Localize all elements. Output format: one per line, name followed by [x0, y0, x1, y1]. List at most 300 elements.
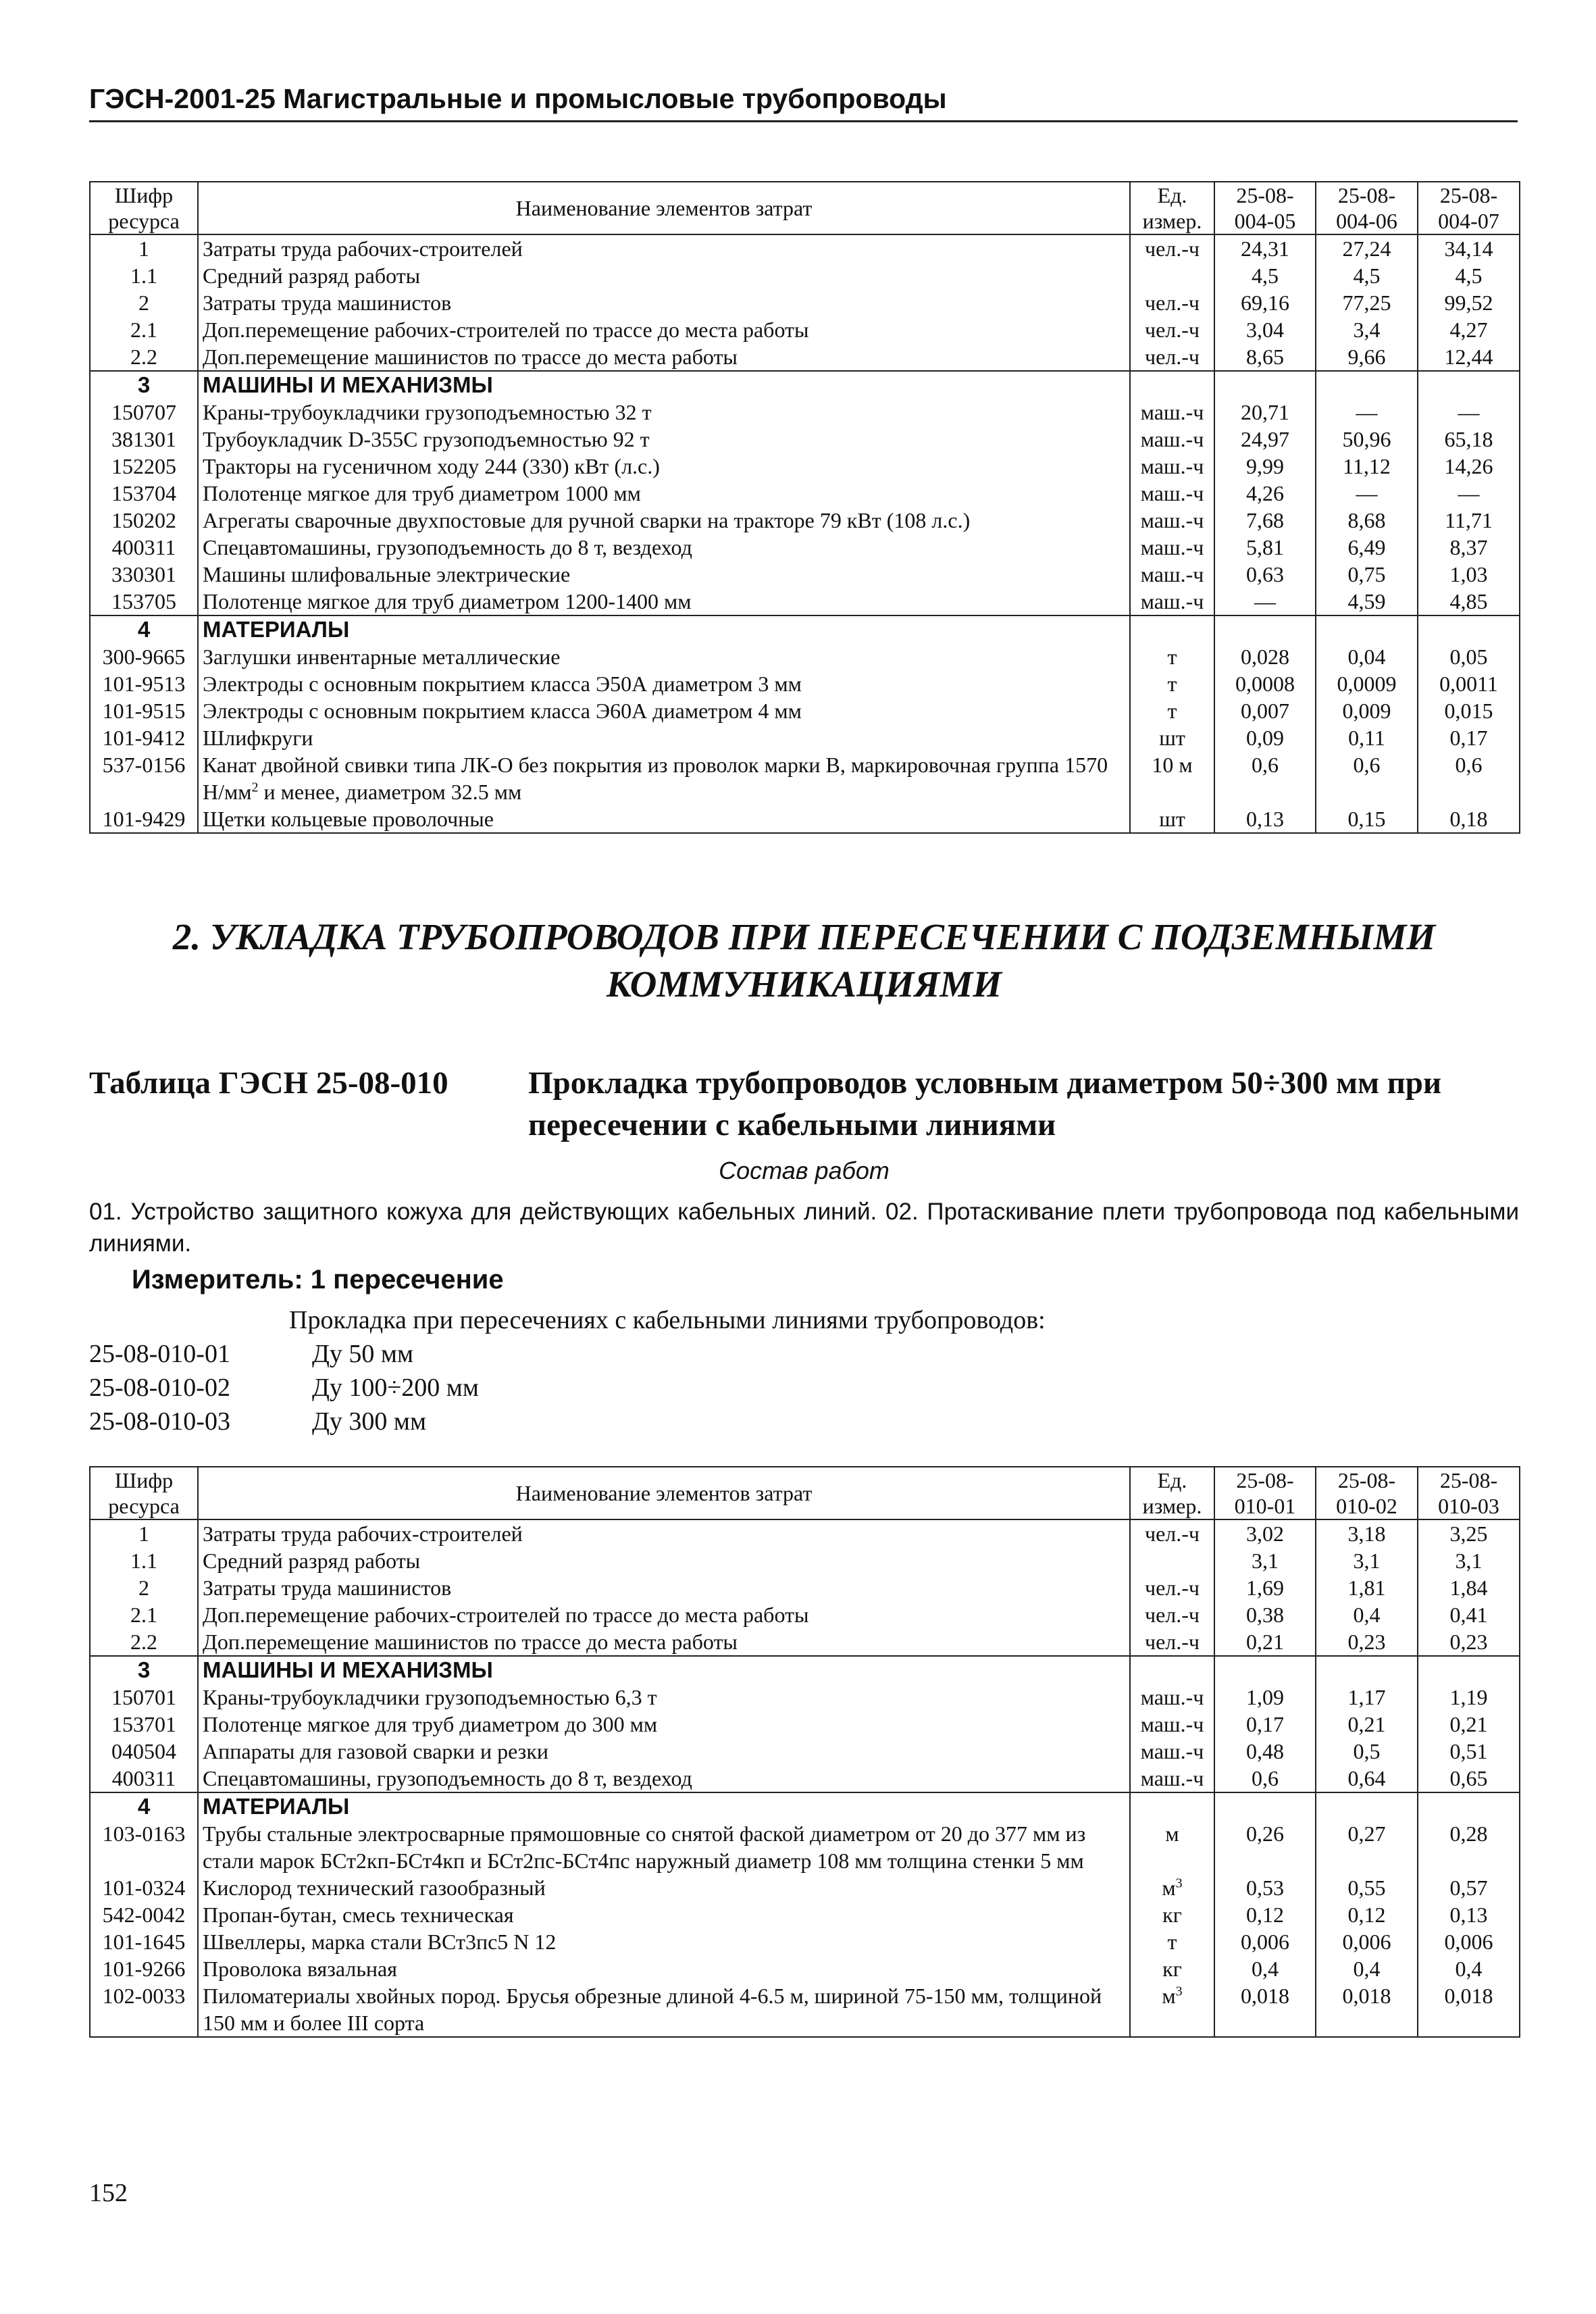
resource-code: 150202: [90, 507, 198, 534]
norm-value: —: [1418, 480, 1520, 507]
resource-code: 101-9429: [90, 805, 198, 833]
resource-name: Доп.перемещение рабочих-строителей по трассе до места работы: [198, 1601, 1130, 1628]
norm-value: 0,4: [1316, 1955, 1418, 1982]
resource-name: Доп.перемещение машинистов по трассе до места работы: [198, 343, 1130, 371]
resource-code: 103-0163: [90, 1820, 198, 1874]
header-col-2: 25-08-004-06: [1316, 182, 1418, 234]
table-row: [90, 1519, 1520, 1547]
table-row: [90, 1792, 1520, 1820]
unit-of-measure: т: [1130, 1928, 1214, 1955]
header-col-3: 25-08-004-07: [1418, 182, 1520, 234]
header-name: Наименование элементов затрат: [198, 182, 1130, 234]
table-row: [90, 289, 1520, 316]
resource-code: 3: [90, 1656, 198, 1684]
norm-value: 0,65: [1418, 1765, 1520, 1792]
table-row: [90, 1547, 1520, 1574]
resource-name: Проволока вязальная: [198, 1955, 1130, 1982]
unit-of-measure: чел.-ч: [1130, 1601, 1214, 1628]
resource-name: Трубоукладчик D-355C грузоподъемностью 92 т: [198, 426, 1130, 453]
variant-code: 25-08-010-01: [89, 1340, 230, 1368]
unit-of-measure: маш.-ч: [1130, 507, 1214, 534]
norm-value: 0,11: [1316, 724, 1418, 751]
norm-value: 3,02: [1214, 1519, 1316, 1547]
table-row: [90, 1928, 1520, 1955]
norm-value: 0,006: [1316, 1928, 1418, 1955]
norm-value: [1214, 615, 1316, 643]
norm-value: 4,27: [1418, 316, 1520, 343]
norm-value: 0,64: [1316, 1765, 1418, 1792]
unit-of-measure: маш.-ч: [1130, 561, 1214, 588]
resource-name: Тракторы на гусеничном ходу 244 (330) кВт (л.с.): [198, 453, 1130, 480]
resource-name: [198, 751, 1130, 805]
norm-value: —: [1316, 399, 1418, 426]
table-row: [90, 588, 1520, 615]
norm-value: [1214, 1656, 1316, 1684]
unit-of-measure: маш.-ч: [1130, 1711, 1214, 1738]
header-name: Наименование элементов затрат: [198, 1467, 1130, 1519]
resource-name: Агрегаты сварочные двухпостовые для ручной сварки на тракторе 79 кВт (108 л.с.): [198, 507, 1130, 534]
norm-value: 69,16: [1214, 289, 1316, 316]
unit-of-measure: чел.-ч: [1130, 234, 1214, 262]
resource-code: 150701: [90, 1684, 198, 1711]
table-row: [90, 561, 1520, 588]
norm-value: 0,51: [1418, 1738, 1520, 1765]
table-row: [90, 343, 1520, 371]
table-row: [90, 426, 1520, 453]
resource-code: 2.2: [90, 343, 198, 371]
norm-value: 0,48: [1214, 1738, 1316, 1765]
norm-value: 9,66: [1316, 343, 1418, 371]
table-row: [90, 399, 1520, 426]
norm-value: 0,21: [1316, 1711, 1418, 1738]
norm-value: [1418, 371, 1520, 399]
table-row: [90, 1765, 1520, 1792]
resource-name: Электроды с основным покрытием класса Э60А диаметром 4 мм: [198, 697, 1130, 724]
norm-value: 0,63: [1214, 561, 1316, 588]
table-row: [90, 805, 1520, 833]
norm-value: 0,27: [1316, 1820, 1418, 1874]
unit-of-measure: маш.-ч: [1130, 588, 1214, 615]
resource-code: 101-1645: [90, 1928, 198, 1955]
norm-value: 0,009: [1316, 697, 1418, 724]
norm-value: 0,0011: [1418, 670, 1520, 697]
norm-value: 0,21: [1214, 1628, 1316, 1656]
norm-value: 0,17: [1214, 1711, 1316, 1738]
unit-of-measure: [1130, 1547, 1214, 1574]
norm-value: 1,17: [1316, 1684, 1418, 1711]
norm-value: 0,13: [1418, 1901, 1520, 1928]
norm-value: 0,21: [1418, 1711, 1520, 1738]
norm-value: 8,65: [1214, 343, 1316, 371]
works-heading: Состав работ: [719, 1157, 890, 1184]
norm-value: 0,4: [1316, 1601, 1418, 1628]
table-header-row: [90, 182, 1520, 234]
norm-value: 0,007: [1214, 697, 1316, 724]
norm-value: 11,71: [1418, 507, 1520, 534]
norm-value: 20,71: [1214, 399, 1316, 426]
norm-value: 3,18: [1316, 1519, 1418, 1547]
norm-value: 0,26: [1214, 1820, 1316, 1874]
resource-name: Заглушки инвентарные металлические: [198, 643, 1130, 670]
unit-base: м: [1162, 1876, 1176, 1900]
resource-code: 101-9513: [90, 670, 198, 697]
header-code: Шифр ресурса: [90, 182, 198, 234]
resource-name: Доп.перемещение рабочих-строителей по трассе до места работы: [198, 316, 1130, 343]
unit-of-measure: чел.-ч: [1130, 1574, 1214, 1601]
norm-value: 0,57: [1418, 1874, 1520, 1901]
norm-value: 4,85: [1418, 588, 1520, 615]
resource-code: 1.1: [90, 1547, 198, 1574]
table-row: [90, 724, 1520, 751]
unit-of-measure: маш.-ч: [1130, 534, 1214, 561]
norm-value: —: [1418, 399, 1520, 426]
norm-value: [1214, 1792, 1316, 1820]
variant-desc: Ду 50 мм: [312, 1340, 414, 1368]
norm-value: 0,04: [1316, 643, 1418, 670]
resource-code: 400311: [90, 1765, 198, 1792]
resource-table-25-08-010: [89, 1466, 1520, 2038]
norm-value: 0,53: [1214, 1874, 1316, 1901]
resource-name: Швеллеры, марка стали ВСт3пс5 N 12: [198, 1928, 1130, 1955]
unit-of-measure: чел.-ч: [1130, 289, 1214, 316]
norm-value: 1,03: [1418, 561, 1520, 588]
unit-of-measure: маш.-ч: [1130, 1684, 1214, 1711]
norm-value: 0,028: [1214, 643, 1316, 670]
section-heading: 2. УКЛАДКА ТРУБОПРОВОДОВ ПРИ ПЕРЕСЕЧЕНИИ С ПОДЗЕМНЫМИ КОММУНИКАЦИЯМИ: [172, 916, 1436, 1005]
resource-code: 101-9515: [90, 697, 198, 724]
resource-code: 040504: [90, 1738, 198, 1765]
resource-name: МАТЕРИАЛЫ: [198, 615, 1130, 643]
resource-name: Полотенце мягкое для труб диаметром 1000 мм: [198, 480, 1130, 507]
norm-value: [1418, 1656, 1520, 1684]
variants-heading: Прокладка при пересечениях с кабельными линиями трубопроводов:: [289, 1306, 1046, 1334]
norm-value: [1418, 615, 1520, 643]
table-row: [90, 1820, 1520, 1874]
norm-value: 4,26: [1214, 480, 1316, 507]
page-number: 152: [89, 2179, 128, 2207]
norm-value: [1214, 371, 1316, 399]
unit-of-measure: маш.-ч: [1130, 480, 1214, 507]
resource-name: Спецавтомашины, грузоподъемность до 8 т, вездеход: [198, 534, 1130, 561]
norm-value: 0,018: [1316, 1982, 1418, 2037]
norm-value: 0,018: [1214, 1982, 1316, 2037]
norm-value: 77,25: [1316, 289, 1418, 316]
header-col-1: 25-08-004-05: [1214, 182, 1316, 234]
resource-code: 2.1: [90, 316, 198, 343]
norm-value: 24,31: [1214, 234, 1316, 262]
resource-code: 102-0033: [90, 1982, 198, 2037]
norm-value: 0,015: [1418, 697, 1520, 724]
norm-value: 0,41: [1418, 1601, 1520, 1628]
unit-of-measure: т: [1130, 697, 1214, 724]
norm-value: 11,12: [1316, 453, 1418, 480]
norm-value: 4,5: [1214, 262, 1316, 289]
superscript: 3: [1175, 1984, 1183, 1999]
resource-code: 101-9266: [90, 1955, 198, 1982]
table-caption-id: Таблица ГЭСН 25-08-010: [89, 1065, 448, 1101]
norm-value: [1316, 1792, 1418, 1820]
resource-name-part: Канат двойной свивки типа ЛК-О без покрытия из проволок марки В, маркировочная группа 1570 Н/мм: [203, 753, 1108, 804]
norm-value: 0,15: [1316, 805, 1418, 833]
resource-code: 1: [90, 234, 198, 262]
unit-of-measure: т: [1130, 643, 1214, 670]
header-col-3: 25-08-010-03: [1418, 1467, 1520, 1519]
table-caption-title: Прокладка трубопроводов условным диаметром 50÷300 мм при пересечении с кабельными линиями: [528, 1065, 1442, 1142]
norm-value: 0,38: [1214, 1601, 1316, 1628]
norm-value: 99,52: [1418, 289, 1520, 316]
resource-name-part: и менее, диаметром 32.5 мм: [258, 780, 522, 804]
norm-value: 0,75: [1316, 561, 1418, 588]
resource-name: Затраты труда рабочих-строителей: [198, 234, 1130, 262]
norm-value: 0,6: [1418, 751, 1520, 805]
norm-value: 3,1: [1214, 1547, 1316, 1574]
norm-value: 0,12: [1316, 1901, 1418, 1928]
resource-name: Машины шлифовальные электрические: [198, 561, 1130, 588]
norm-value: 1,84: [1418, 1574, 1520, 1601]
unit-of-measure: [1130, 1656, 1214, 1684]
norm-value: 0,23: [1418, 1628, 1520, 1656]
norm-value: [1316, 1656, 1418, 1684]
resource-name: Пиломатериалы хвойных пород. Брусья обрезные длиной 4-6.5 м, шириной 75-150 мм, толщиной 150 мм и более III сорта: [198, 1982, 1130, 2037]
resource-name: Полотенце мягкое для труб диаметром 1200-1400 мм: [198, 588, 1130, 615]
norm-value: 24,97: [1214, 426, 1316, 453]
resource-name: Затраты труда рабочих-строителей: [198, 1519, 1130, 1547]
table-row: [90, 1574, 1520, 1601]
norm-value: 0,4: [1418, 1955, 1520, 1982]
variant-code: 25-08-010-02: [89, 1374, 230, 1402]
header-col-2: 25-08-010-02: [1316, 1467, 1418, 1519]
unit-of-measure: [1130, 262, 1214, 289]
unit-of-measure: шт: [1130, 805, 1214, 833]
header-unit: Ед. измер.: [1130, 1467, 1214, 1519]
norm-value: 3,25: [1418, 1519, 1520, 1547]
norm-value: 3,1: [1418, 1547, 1520, 1574]
norm-value: 0,17: [1418, 724, 1520, 751]
norm-value: 0,6: [1214, 1765, 1316, 1792]
resource-code: 400311: [90, 534, 198, 561]
unit-of-measure: шт: [1130, 724, 1214, 751]
norm-value: 14,26: [1418, 453, 1520, 480]
header-unit: Ед. измер.: [1130, 182, 1214, 234]
unit-of-measure: чел.-ч: [1130, 343, 1214, 371]
norm-value: 0,05: [1418, 643, 1520, 670]
resource-code: 4: [90, 615, 198, 643]
unit-of-measure: [1130, 615, 1214, 643]
resource-name: Краны-трубоукладчики грузоподъемностью 32 т: [198, 399, 1130, 426]
unit-of-measure: маш.-ч: [1130, 426, 1214, 453]
resource-table-25-08-004: [89, 181, 1520, 834]
unit-of-measure: кг: [1130, 1955, 1214, 1982]
table-row: [90, 670, 1520, 697]
measure-unit: Измеритель: 1 пересечение: [132, 1265, 504, 1294]
norm-value: [1418, 1792, 1520, 1820]
norm-value: 8,68: [1316, 507, 1418, 534]
header-code: Шифр ресурса: [90, 1467, 198, 1519]
table-row: [90, 1601, 1520, 1628]
resource-code: 3: [90, 371, 198, 399]
resource-code: 537-0156: [90, 751, 198, 805]
norm-value: 9,99: [1214, 453, 1316, 480]
resource-name: Электроды с основным покрытием класса Э50А диаметром 3 мм: [198, 670, 1130, 697]
table-row: [90, 1955, 1520, 1982]
resource-name: Средний разряд работы: [198, 1547, 1130, 1574]
norm-value: 34,14: [1418, 234, 1520, 262]
norm-value: 5,81: [1214, 534, 1316, 561]
table-row: [90, 697, 1520, 724]
norm-value: 0,13: [1214, 805, 1316, 833]
resource-code: 101-9412: [90, 724, 198, 751]
table-row: [90, 1874, 1520, 1901]
norm-value: 4,5: [1316, 262, 1418, 289]
resource-name: Шлифкруги: [198, 724, 1130, 751]
norm-value: 1,09: [1214, 1684, 1316, 1711]
norm-value: 0,5: [1316, 1738, 1418, 1765]
norm-value: 3,04: [1214, 316, 1316, 343]
norm-value: 0,4: [1214, 1955, 1316, 1982]
table-row: [90, 1628, 1520, 1656]
resource-name: Аппараты для газовой сварки и резки: [198, 1738, 1130, 1765]
resource-code: 150707: [90, 399, 198, 426]
resource-code: 300-9665: [90, 643, 198, 670]
resource-name: Краны-трубоукладчики грузоподъемностью 6,3 т: [198, 1684, 1130, 1711]
resource-name: Пропан-бутан, смесь техническая: [198, 1901, 1130, 1928]
superscript: 2: [251, 780, 259, 795]
norm-value: 0,18: [1418, 805, 1520, 833]
norm-value: 0,0009: [1316, 670, 1418, 697]
resource-name: Затраты труда машинистов: [198, 289, 1130, 316]
unit-of-measure: маш.-ч: [1130, 453, 1214, 480]
norm-value: —: [1214, 588, 1316, 615]
norm-value: [1316, 615, 1418, 643]
resource-code: 101-0324: [90, 1874, 198, 1901]
works-text: 01. Устройство защитного кожуха для действующих кабельных линий. 02. Протаскивание плети трубопровода под кабельными линиями.: [89, 1199, 1519, 1257]
norm-value: 0,28: [1418, 1820, 1520, 1874]
norm-value: 0,09: [1214, 724, 1316, 751]
resource-code: 2.1: [90, 1601, 198, 1628]
norm-value: 4,59: [1316, 588, 1418, 615]
resource-code: 1.1: [90, 262, 198, 289]
variant-code: 25-08-010-03: [89, 1407, 230, 1436]
resource-name: МАТЕРИАЛЫ: [198, 1792, 1130, 1820]
unit-of-measure: т: [1130, 670, 1214, 697]
norm-value: 8,37: [1418, 534, 1520, 561]
table-row: [90, 1738, 1520, 1765]
resource-name: Доп.перемещение машинистов по трассе до места работы: [198, 1628, 1130, 1656]
superscript: 3: [1175, 1876, 1183, 1891]
norm-value: 0,006: [1418, 1928, 1520, 1955]
resource-code: 2: [90, 289, 198, 316]
norm-value: 0,0008: [1214, 670, 1316, 697]
table-row: [90, 534, 1520, 561]
resource-code: 330301: [90, 561, 198, 588]
resource-code: 2.2: [90, 1628, 198, 1656]
unit-of-measure: кг: [1130, 1901, 1214, 1928]
resource-name: МАШИНЫ И МЕХАНИЗМЫ: [198, 1656, 1130, 1684]
norm-value: 7,68: [1214, 507, 1316, 534]
norm-value: 0,6: [1214, 751, 1316, 805]
resource-name: Спецавтомашины, грузоподъемность до 8 т, вездеход: [198, 1765, 1130, 1792]
table-row: [90, 615, 1520, 643]
unit-of-measure: [1130, 371, 1214, 399]
resource-code: 1: [90, 1519, 198, 1547]
norm-value: 27,24: [1316, 234, 1418, 262]
unit-of-measure: чел.-ч: [1130, 1628, 1214, 1656]
resource-code: 153705: [90, 588, 198, 615]
norm-value: 6,49: [1316, 534, 1418, 561]
norm-value: 3,1: [1316, 1547, 1418, 1574]
table-row: [90, 262, 1520, 289]
norm-value: 12,44: [1418, 343, 1520, 371]
norm-value: 0,12: [1214, 1901, 1316, 1928]
resource-code: 4: [90, 1792, 198, 1820]
unit-of-measure: 10 м: [1130, 751, 1214, 805]
norm-value: [1316, 371, 1418, 399]
table-row: [90, 1684, 1520, 1711]
norm-value: 0,006: [1214, 1928, 1316, 1955]
norm-value: 1,19: [1418, 1684, 1520, 1711]
table-row: [90, 371, 1520, 399]
resource-code: 381301: [90, 426, 198, 453]
norm-value: 0,55: [1316, 1874, 1418, 1901]
norm-value: 4,5: [1418, 262, 1520, 289]
table-row: [90, 751, 1520, 805]
unit-of-measure: чел.-ч: [1130, 316, 1214, 343]
unit-of-measure: [1130, 1792, 1214, 1820]
table-row: [90, 507, 1520, 534]
resource-code: 2: [90, 1574, 198, 1601]
table-header-row: [90, 1467, 1520, 1519]
norm-value: 0,6: [1316, 751, 1418, 805]
table-row: [90, 316, 1520, 343]
unit-of-measure: [1130, 1982, 1214, 2037]
table-row: [90, 453, 1520, 480]
resource-name: Кислород технический газообразный: [198, 1874, 1130, 1901]
resource-code: 153704: [90, 480, 198, 507]
norm-value: 0,018: [1418, 1982, 1520, 2037]
resource-name: Трубы стальные электросварные прямошовные со снятой фаской диаметром от 20 до 377 мм из стали марок БСт2кп-БСт4кп и БСт2пс-БСт4пс наружный диаметр 108 мм толщина стенки 5 мм: [198, 1820, 1130, 1874]
variant-desc: Ду 100÷200 мм: [312, 1374, 479, 1402]
resource-name: Средний разряд работы: [198, 262, 1130, 289]
unit-of-measure: м: [1130, 1820, 1214, 1874]
unit-of-measure: маш.-ч: [1130, 399, 1214, 426]
resource-name: Щетки кольцевые проволочные: [198, 805, 1130, 833]
norm-value: —: [1316, 480, 1418, 507]
table-row: [90, 1711, 1520, 1738]
unit-of-measure: [1130, 1874, 1214, 1901]
resource-code: 152205: [90, 453, 198, 480]
unit-of-measure: маш.-ч: [1130, 1738, 1214, 1765]
table-row: [90, 1982, 1520, 2037]
table-row: [90, 1901, 1520, 1928]
unit-of-measure: чел.-ч: [1130, 1519, 1214, 1547]
norm-value: 50,96: [1316, 426, 1418, 453]
norm-value: 1,81: [1316, 1574, 1418, 1601]
table-row: [90, 234, 1520, 262]
norm-value: 65,18: [1418, 426, 1520, 453]
table-row: [90, 1656, 1520, 1684]
resource-code: 153701: [90, 1711, 198, 1738]
norm-value: 0,23: [1316, 1628, 1418, 1656]
norm-value: 1,69: [1214, 1574, 1316, 1601]
resource-name: МАШИНЫ И МЕХАНИЗМЫ: [198, 371, 1130, 399]
unit-base: м: [1162, 1984, 1176, 2008]
unit-of-measure: маш.-ч: [1130, 1765, 1214, 1792]
resource-name: Затраты труда машинистов: [198, 1574, 1130, 1601]
running-header: ГЭСН-2001-25 Магистральные и промысловые трубопроводы: [89, 80, 1518, 122]
resource-code: 542-0042: [90, 1901, 198, 1928]
resource-name: Полотенце мягкое для труб диаметром до 300 мм: [198, 1711, 1130, 1738]
header-col-1: 25-08-010-01: [1214, 1467, 1316, 1519]
